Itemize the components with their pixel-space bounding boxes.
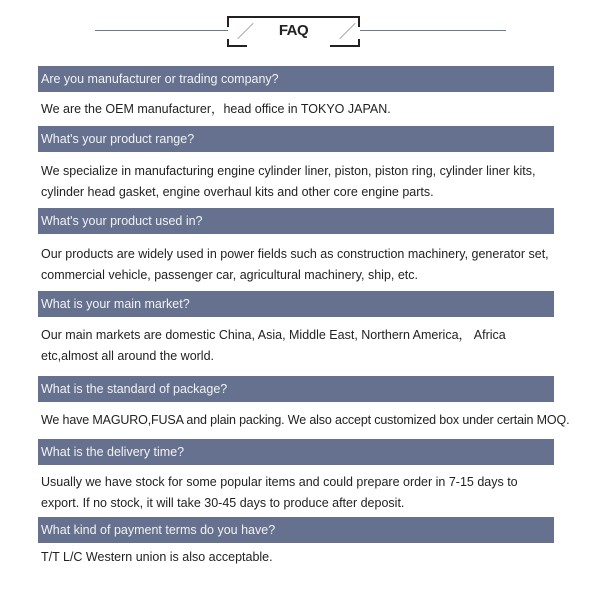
faq-question: What's your product used in? [38, 208, 554, 234]
page-title: FAQ [278, 22, 309, 39]
title-rule-right [360, 30, 506, 31]
faq-question: What is your main market? [38, 291, 554, 317]
faq-question: What is the standard of package? [38, 376, 554, 402]
faq-question: What is the delivery time? [38, 439, 554, 465]
faq-answer: We have MAGURO,FUSA and plain packing. We also accept customized box under certain MOQ. [41, 413, 570, 427]
faq-answer: We are the OEM manufacturer，head office in TOKYO JAPAN. [41, 102, 391, 116]
faq-answer: Usually we have stock for some popular items and could prepare order in 7-15 days to export. If no stock, it will take 30-45 days to produce after deposit. [41, 475, 518, 510]
faq-question: Are you manufacturer or trading company? [38, 66, 554, 92]
faq-question: What's your product range? [38, 126, 554, 152]
title-frame [227, 16, 360, 47]
faq-answer: We specialize in manufacturing engine cylinder liner, piston, piston ring, cylinder liner kits, cylinder head gasket, engine overhaul kits and other core engine parts. [41, 164, 536, 199]
faq-answer: T/T L/C Western union is also acceptable. [41, 550, 273, 564]
title-rule-left [95, 30, 228, 31]
faq-answer: Our main markets are domestic China, Asia, Middle East, Northern America， Africa etc,almost all around the world. [41, 328, 506, 363]
faq-question: What kind of payment terms do you have? [38, 517, 554, 543]
faq-answer: Our products are widely used in power fields such as construction machinery, generator set, commercial vehicle, passenger car, agricultural machinery, ship, etc. [41, 247, 549, 282]
